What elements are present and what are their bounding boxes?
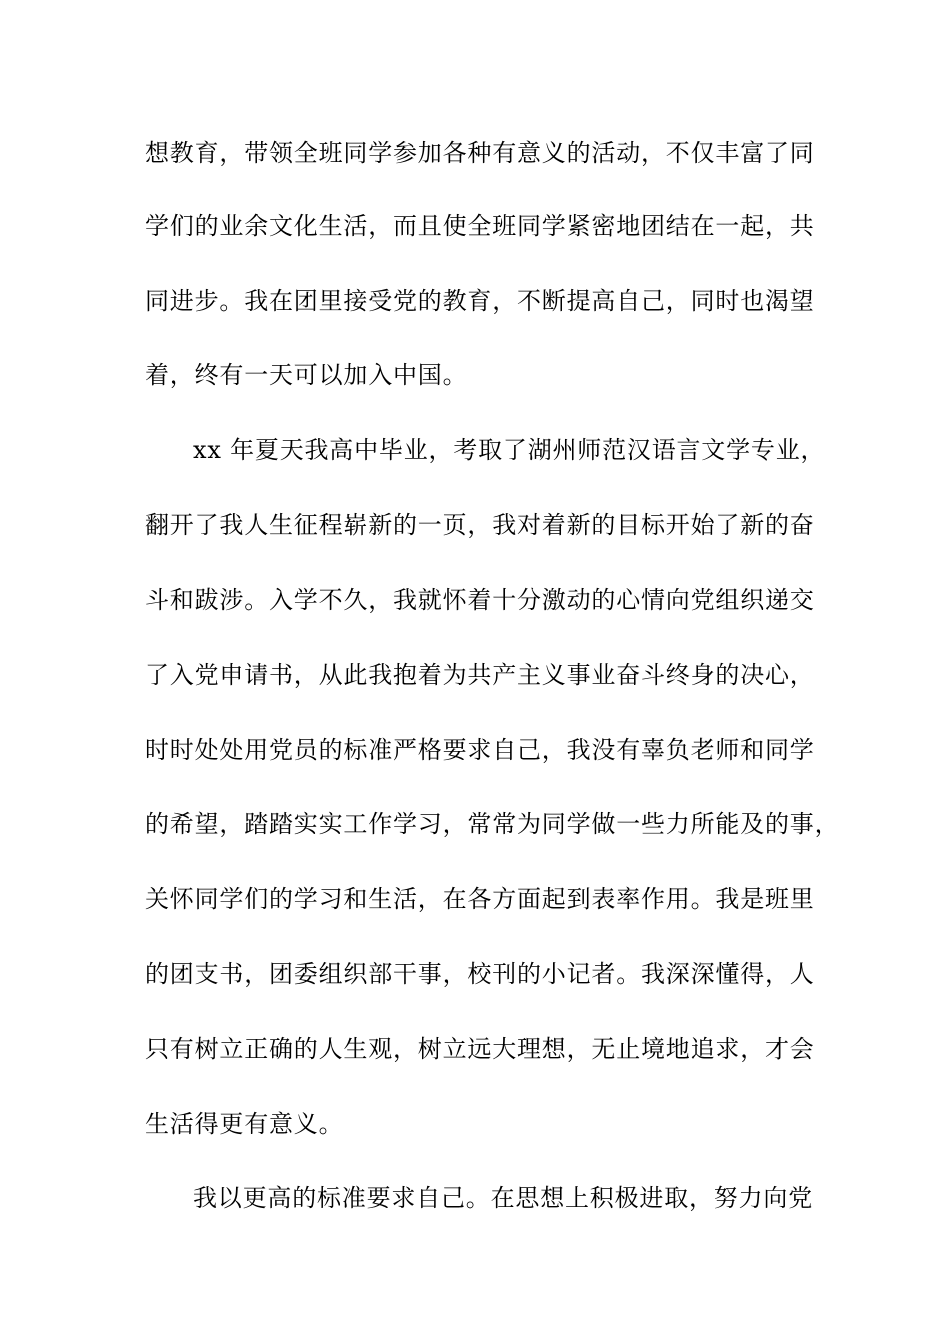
paragraph-line: 生活得更有意义。	[145, 1110, 344, 1138]
paragraph-line: 时时处处用党员的标准严格要求自己，我没有辜负老师和同学	[145, 736, 815, 764]
paragraph-line: 想教育，带领全班同学参加各种有意义的活动，不仅丰富了同	[145, 139, 815, 167]
paragraph-line: 只有树立正确的人生观，树立远大理想，无止境地追求，才会	[145, 1035, 815, 1063]
paragraph-line: 关怀同学们的学习和生活，在各方面起到表率作用。我是班里	[145, 885, 815, 913]
paragraph-line: xx 年夏天我高中毕业，考取了湖州师范汉语言文学专业，	[193, 436, 826, 464]
paragraph-line: 的团支书，团委组织部干事，校刊的小记者。我深深懂得，人	[145, 960, 815, 988]
paragraph-line: 学们的业余文化生活，而且使全班同学紧密地团结在一起，共	[145, 212, 815, 240]
paragraph-line: 同进步。我在团里接受党的教育，不断提高自己，同时也渴望	[145, 287, 815, 315]
paragraph-line: 斗和跋涉。入学不久，我就怀着十分激动的心情向党组织递交	[145, 586, 815, 614]
paragraph-line: 的希望，踏踏实实工作学习，常常为同学做一些力所能及的事，	[145, 810, 840, 838]
paragraph-line: 翻开了我人生征程崭新的一页，我对着新的目标开始了新的奋	[145, 511, 815, 539]
paragraph-line: 了入党申请书，从此我抱着为共产主义事业奋斗终身的决心，	[145, 661, 815, 689]
paragraph-line: 着，终有一天可以加入中国。	[145, 361, 468, 389]
paragraph-line: 我以更高的标准要求自己。在思想上积极进取，努力向党	[193, 1184, 813, 1212]
